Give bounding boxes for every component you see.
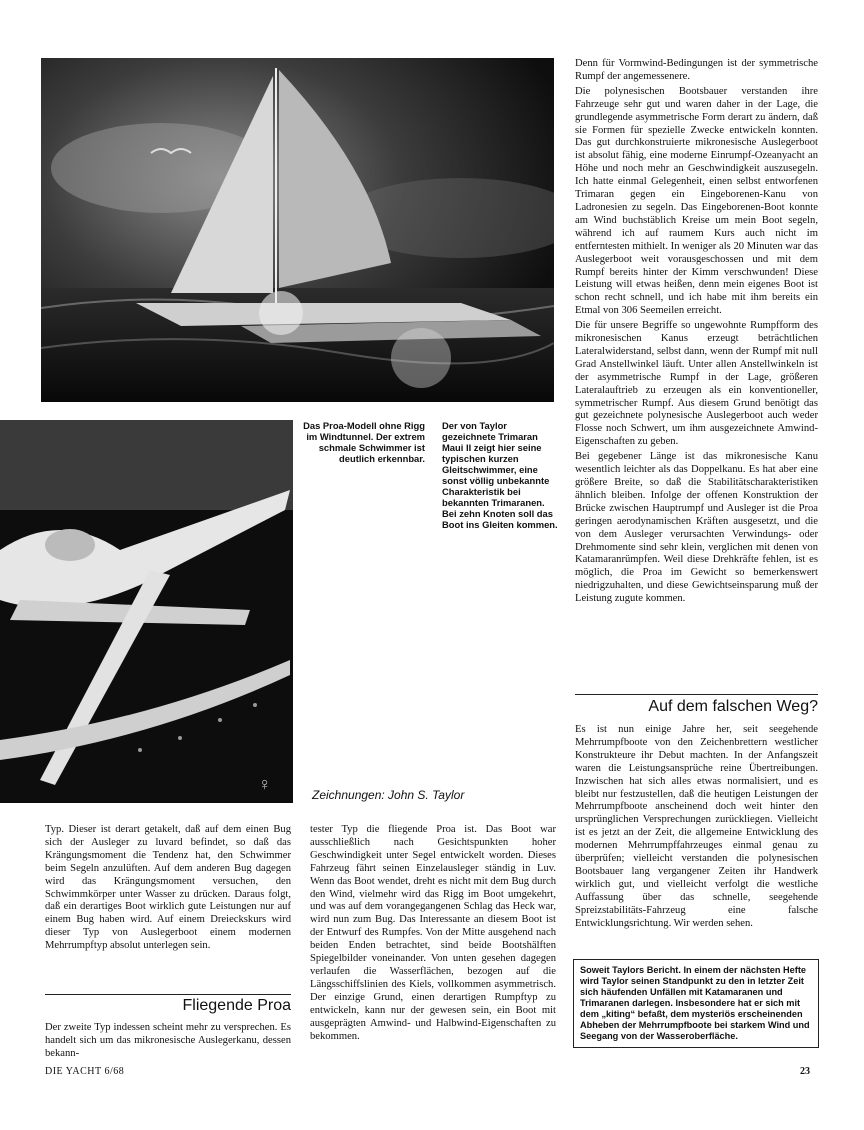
svg-text:♀: ♀ xyxy=(258,774,272,794)
section-heading-falsche-weg: Auf dem falschen Weg? xyxy=(648,698,818,715)
section-rule xyxy=(575,694,818,695)
column-middle xyxy=(310,824,556,1045)
column-left-lower xyxy=(45,1022,291,1063)
paragraph: Es ist nun einige Jahre her, seit seegehende Mehrrumpfboote von den Zeichenbrettern westlicher Konstrukteure ihr Debut machten. In der Anfangszeit waren die Leistungsansprüche reine Übertreibungen. Inzwischen hat sich alles etwas normalisiert, und es bleibt nur festzustellen, daß die heutigen Leistungen der Mehrrumpfboote anscheinend doch weit hinter den ursprünglichen Versprechungen zurückliegen. Vielleicht ist es jetzt an der Zeit, die allgemeine Entwicklung des modernen Mehrrumpffahrzeuges einmal genau zu überprüfen; vielleicht verstanden die polynesischen Bootsbauer lang vergangener Zeiten ihr Handwerk wirklich gut, und vielleicht verfolgt die westliche Auffassung über das schnelle, seegehende Spreizstabilitäts-Fahrzeug eine falsche Entwicklungsrichtung. Wir werden sehen. xyxy=(575,724,818,929)
column-right xyxy=(575,58,818,608)
sailboat-illustration-icon xyxy=(41,58,554,402)
column-right-lower xyxy=(575,724,818,933)
page-number: 23 xyxy=(800,1066,810,1077)
paragraph: Denn für Vormwind-Bedingungen ist der symmetrische Rumpf der angemessenere. xyxy=(575,58,818,82)
photo-proa-model xyxy=(0,420,293,803)
section-rule xyxy=(45,994,291,995)
caption-proa-model: Das Proa-Modell ohne Rigg im Windtunnel. Der extrem schmale Schwimmer ist deutlich erkennbar. xyxy=(303,420,425,464)
proa-model-drawing-icon xyxy=(0,420,293,803)
paragraph: Bei gegebener Länge ist das mikronesische Kanu wesentlich leichter als das Doppelkanu. Es hat aber eine größere Breite, so daß die Stabilitätscharakteristiken ähnlich bleiben. Infolge der offenen Konstruktion der Brücke zwischen Hauptrumpf und Ausleger ist die Proa geringen aerodynamischen Kräften ausgesetzt, und die von dem Ausleger verursachten Verwindungs- oder Drehmomente sind sehr klein, verglichen mit denen von Katamaranrümpfen. Weil diese Drehkräfte fehlen, ist es möglich, die Proa im Gewicht so bemerkenswert niedrigzuhalten, und diese Gewichtseinsparung muß der Leistung zugute kommen. xyxy=(575,451,818,605)
footer-publication: DIE YACHT 6/68 xyxy=(45,1066,125,1077)
column-left xyxy=(45,824,291,955)
section-heading-fliegende-proa: Fliegende Proa xyxy=(182,997,291,1014)
image-credit: Zeichnungen: John S. Taylor xyxy=(312,788,465,802)
paragraph: Die polynesischen Bootsbauer verstanden ihre Fahrzeuge sehr gut und waren daher in der Lage, die grundlegende asymmetrische Form derart zu ändern, daß sie Formen für spezielle Zwecke entwickeln konnten. Das gut durchkonstruierte mikronesische Auslegerboot ist absolut fähig, eine moderne Einrumpf-Ozeanyacht an Höhe und noch mehr an Geschwindigkeit auszusegeln. Ich hatte einmal Gelegenheit, einen selbst entworfenen Trimaran gegen ein Eingeborenen-Kanu von Ladronesien zu segeln. Das Eingeborenen-Boot konnte am Wind buchstäblich Kreise um mein Boot segeln, während ich auf raumem Kurs auch nicht im entferntesten mithielt. In weniger als 20 Minuten war das Auslegerboot weit vorausgeschossen und mit dem Rumpf bereits hinter der Kimm verschwunden! Diese Leistung will etwas heißen, denn mein eigenes Boot ist schon recht schnell, und ich habe mit ihm bereits ein Etmal von 306 Seemeilen erreicht. xyxy=(575,85,818,317)
paragraph: Der zweite Typ indessen scheint mehr zu versprechen. Es handelt sich um das mikronesische Auslegerkanu, dessen bekann- xyxy=(45,1022,291,1059)
paragraph: tester Typ die fliegende Proa ist. Das Boot war ausschließlich nach Gesichtspunkten hoher Geschwindigkeit unter Segel entwickelt worden. Dieses Fahrzeug fährt seinen Einzelausleger ständig in Luv. Wenn das Boot wendet, dreht es nicht mit dem Bug durch den Wind, vielmehr wird das Rigg im Boot umgekehrt, und was auf dem vorangegangenen Schlag das Heck war, wird nun zum Bug. Das Interessante an diesem Boot ist der Entwurf des Rumpfes. Von der Mitte ausgehend nach beiden Enden betrachtet, sind beide Bootshälften Spiegelbilder voneinander. Von unten gesehen dagegen verlaufen die Wasserflächen, bezogen auf die Längsschiffslinien des Kiels, vollkommen asymmetrisch. Der einzige Grund, einen derartigen Rumpftyp zu entwickeln, kann nur der gewesen sein, ein Boot mit ausgeprägten Amwind- und Halbwind-Eigenschaften zu bekommen. xyxy=(310,824,556,1042)
editor-note-box: Soweit Taylors Bericht. In einem der nächsten Hefte wird Taylor seinen Standpunkt zu den in letzter Zeit sich häufenden Unfällen mit Katamaranen und Trimaranen darlegen. Insbesondere hat er sich mit dem „kiting“ befaßt, dem mysteriös erscheinenden Abheben der Mehrrumpfboote bei starkem Wind und Seegang von der Wasseroberfläche. xyxy=(573,959,819,1048)
caption-maui-trimaran: Der von Taylor gezeichnete Trimaran Maui II zeigt hier seine typischen kurzen Gleitschwimmer, eine sonst völlig unbekannte Charakteristik bei bekannten Trimaranen. Bei zehn Knoten soll das Boot ins Gleiten kommen. xyxy=(442,420,558,530)
photo-trimaran-painting xyxy=(41,58,554,402)
paragraph: Die für unsere Begriffe so ungewohnte Rumpfform des mikronesischen Kanus erzeugt beträchtlichen Lateralwiderstand, selbst dann, wenn der Rumpf mit null Grad Anstellwinkel läuft. Unter allen Anstellwinkeln ist der asymmetrische Rumpf in der Lage, größeren Lateralauftrieb zu erzeugen als ein konventioneller, symmetrischer Rumpf. Aus diesem Grund benötigt das gut gezeichnete polynesische Auslegerboot auch weder Flosse noch Schwert, um ihm ausgezeichnete Amwind-Eigenschaften zu geben. xyxy=(575,320,818,448)
paragraph: Typ. Dieser ist derart getakelt, daß auf dem einen Bug sich der Ausleger zu luvard befindet, so daß das Krängungsmoment die Tendenz hat, den Schwimmer beim Segeln anzulüften. Auf dem anderen Bug dagegen wird das Krängungsmoment versuchen, den Schwimmkörper unter Wasser zu drücken. Daraus folgt, daß ein derartiges Boot wirklich gute Leistungen nur auf einem Bug haben wird. Auf einem Dreieckskurs wird dieser Typ von Auslegerboot einem modernen Mehrrumpftyp absolut unterlegen sein. xyxy=(45,824,291,952)
